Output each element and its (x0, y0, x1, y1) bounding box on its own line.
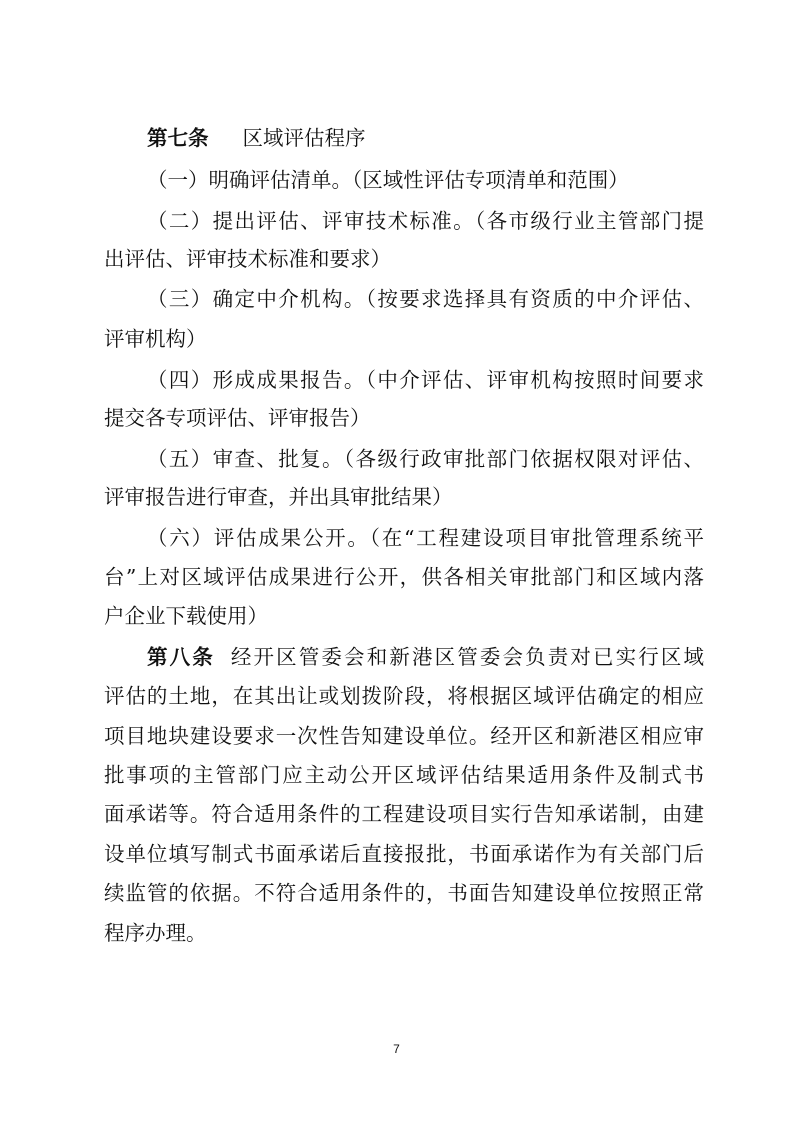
page-number: 7 (393, 1042, 400, 1056)
article-7-item-6-line-3: 户企业下载使用） (104, 604, 268, 628)
article-8-heading: 第八条 (147, 645, 215, 669)
article-7-item-3-line-2: 评审机构） (104, 327, 207, 351)
article-7-item-4-line-2: 提交各专项评估、评审报告） (104, 406, 371, 430)
article-7-item-6-line-1: （六）评估成果公开。（在“工程建设项目审批管理系统平 (147, 526, 704, 550)
article-8-line-8: 程序办理。 (104, 921, 207, 945)
article-7-item-2-line-1: （二）提出评估、评审技术标准。（各市级行业主管部门提 (147, 209, 704, 233)
article-7-item-5-line-2: 评审报告进行审查，并出具审批结果） (104, 485, 453, 509)
article-7-item-5-line-1: （五）审查、批复。（各级行政审批部门依据权限对评估、 (147, 447, 704, 471)
article-8-line-2: 评估的土地，在其出让或划拨阶段，将根据区域评估确定的相应 (104, 684, 704, 708)
article-7-item-6-line-2: 台”上对区域评估成果进行公开，供各相关审批部门和区域内落 (104, 565, 704, 589)
article-8-line-6: 设单位填写制式书面承诺后直接报批，书面承诺作为有关部门后 (104, 842, 704, 866)
article-7-title: 区域评估程序 (242, 126, 366, 150)
article-8-line-4: 批事项的主管部门应主动公开区域评估结果适用条件及制式书 (104, 763, 704, 787)
article-7-heading: 第七条 (147, 126, 209, 150)
article-7-item-3-line-1: （三）确定中介机构。（按要求选择具有资质的中介评估、 (147, 287, 704, 311)
article-7-item-2-line-2: 出评估、评审技术标准和要求） (104, 247, 391, 271)
article-8-line-3: 项目地块建设要求一次性告知建设单位。经开区和新港区相应审 (104, 724, 704, 748)
article-8-line-5: 面承诺等。符合适用条件的工程建设项目实行告知承诺制，由建 (104, 802, 704, 826)
article-7-heading-line (147, 124, 704, 152)
article-7-item-4-line-1: （四）形成成果报告。（中介评估、评审机构按照时间要求 (147, 368, 704, 392)
article-7-item-1-line-1: （一）明确评估清单。（区域性评估专项清单和范围） (147, 168, 629, 192)
article-8-text-1: 经开区管委会和新港区管委会负责对已实行区域 (230, 645, 705, 669)
article-8-line-7: 续监管的依据。不符合适用条件的，书面告知建设单位按照正常 (104, 881, 704, 905)
article-8-line-1 (147, 643, 704, 671)
